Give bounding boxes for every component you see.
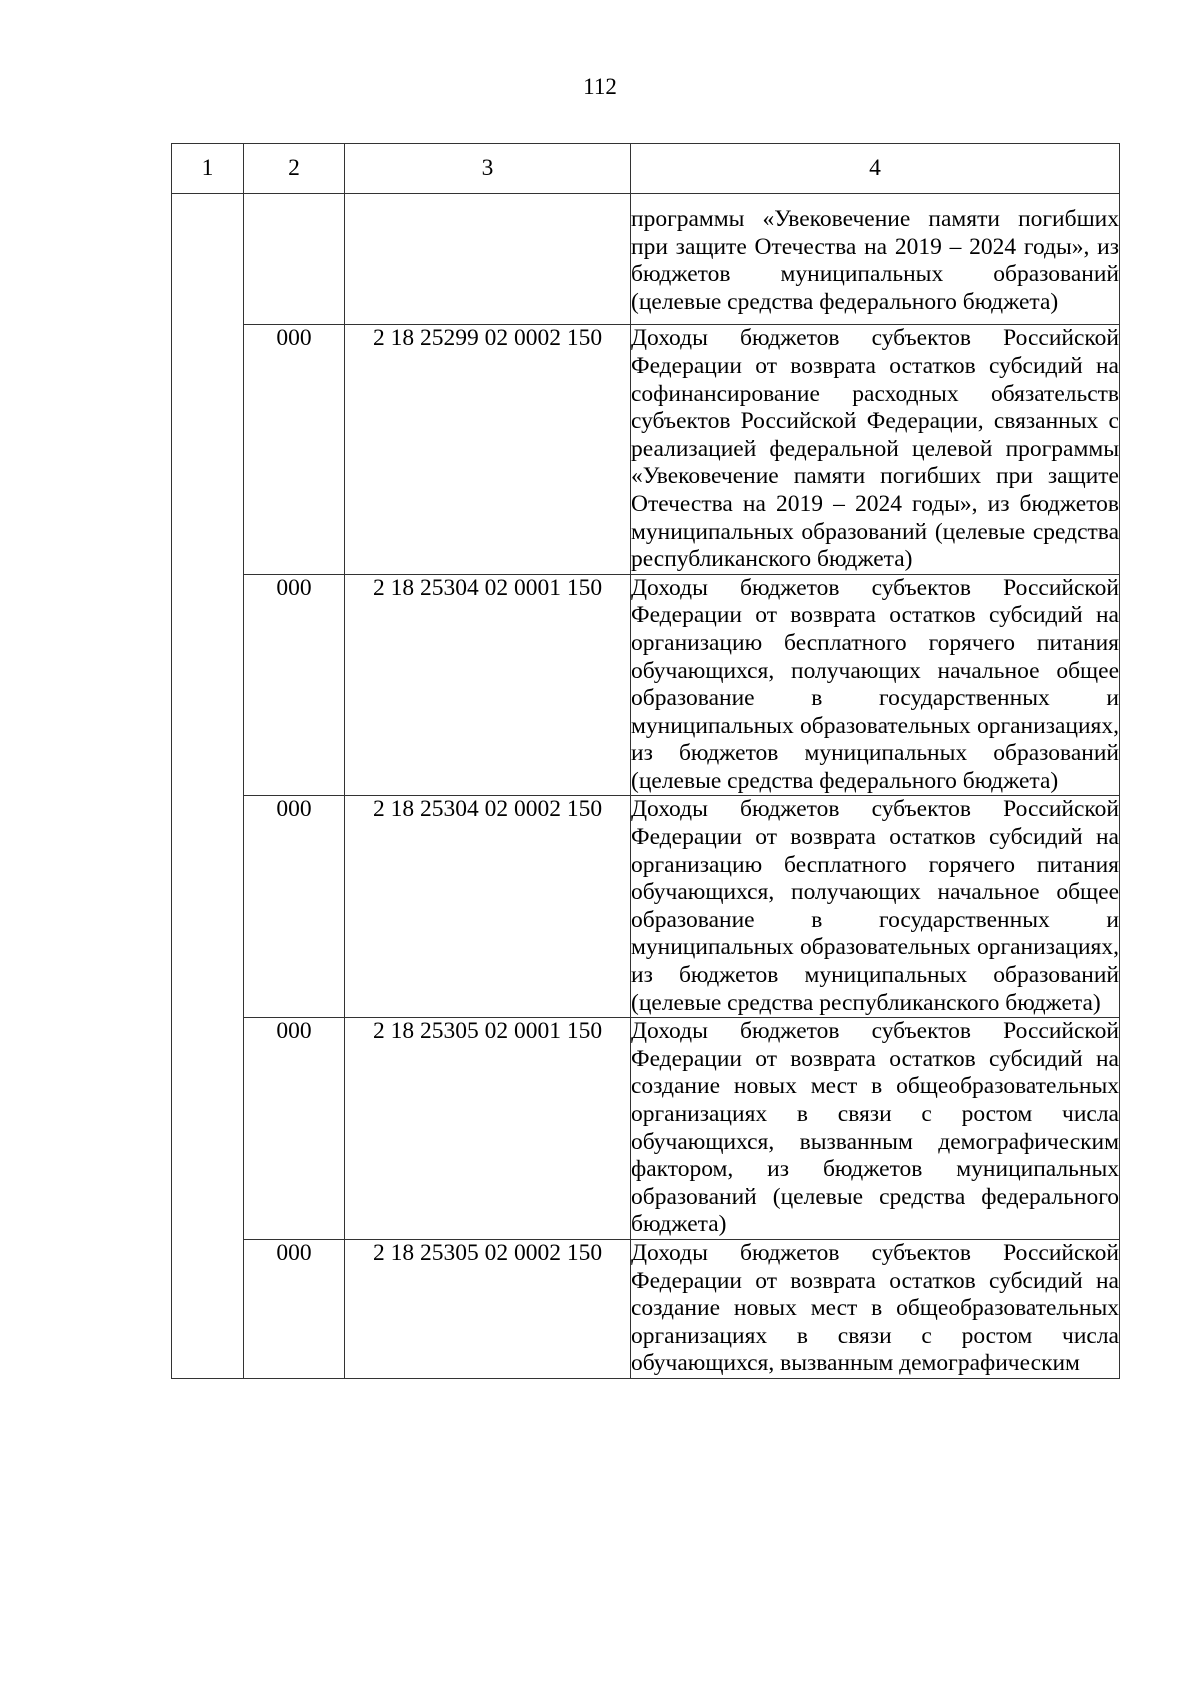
- admin-code-cell: 000: [244, 325, 345, 574]
- table-row: [172, 1018, 1120, 1240]
- table-row: [172, 1239, 1120, 1378]
- description-cell: Доходы бюджетов субъектов Российской Федерации от возврата остатков субсидий на организацию бесплатного горячего питания обучающихся, получающих начальное общее образование в государственных и муниципальных образовательных организациях, из бюджетов муниципальных образований (целевые средства федерального бюджета): [631, 574, 1120, 796]
- admin-code-cell: 000: [244, 1018, 345, 1240]
- description-cell: Доходы бюджетов субъектов Российской Федерации от возврата остатков субсидий на софинансирование расходных обязательств субъектов Российской Федерации, связанных с реализацией федеральной целевой программы «Увековечение памяти погибших при защите Отечества на 2019 – 2024 годы», из бюджетов муниципальных образований (целевые средства республиканского бюджета): [631, 325, 1120, 574]
- budget-code-cell: 2 18 25304 02 0001 150: [345, 574, 631, 796]
- header-col-2: 2: [244, 144, 345, 194]
- header-col-1: 1: [172, 144, 244, 194]
- header-col-4: 4: [631, 144, 1120, 194]
- table-row: [172, 194, 1120, 325]
- description-cell: Доходы бюджетов субъектов Российской Федерации от возврата остатков субсидий на создание новых мест в общеобразовательных организациях в связи с ростом числа обучающихся, вызванным демографическим: [631, 1239, 1120, 1378]
- table-header-row: [172, 144, 1120, 194]
- budget-code-cell: 2 18 25304 02 0002 150: [345, 796, 631, 1018]
- description-cell: Доходы бюджетов субъектов Российской Федерации от возврата остатков субсидий на организацию бесплатного горячего питания обучающихся, получающих начальное общее образование в государственных и муниципальных образовательных организациях, из бюджетов муниципальных образований (целевые средства республиканского бюджета): [631, 796, 1120, 1018]
- description-cell: программы «Увековечение памяти погибших при защите Отечества на 2019 – 2024 годы», из бюджетов муниципальных образований (целевые средства федерального бюджета): [631, 194, 1120, 325]
- budget-code-cell: [345, 194, 631, 325]
- admin-code-cell: [244, 194, 345, 325]
- description-cell: Доходы бюджетов субъектов Российской Федерации от возврата остатков субсидий на создание новых мест в общеобразовательных организациях в связи с ростом числа обучающихся, вызванным демографическим фактором, из бюджетов муниципальных образований (целевые средства федерального бюджета): [631, 1018, 1120, 1240]
- admin-code-cell: 000: [244, 1239, 345, 1378]
- budget-code-cell: 2 18 25305 02 0001 150: [345, 1018, 631, 1240]
- header-col-3: 3: [345, 144, 631, 194]
- table-row: [172, 796, 1120, 1018]
- table-row: [172, 574, 1120, 796]
- budget-code-cell: 2 18 25299 02 0002 150: [345, 325, 631, 574]
- table-row: [172, 325, 1120, 574]
- admin-code-cell: 000: [244, 574, 345, 796]
- budget-code-cell: 2 18 25305 02 0002 150: [345, 1239, 631, 1378]
- page-number: 112: [583, 74, 617, 99]
- admin-code-cell: 000: [244, 796, 345, 1018]
- budget-codes-table: [171, 143, 1120, 1379]
- empty-col-1-cell: [172, 194, 244, 1379]
